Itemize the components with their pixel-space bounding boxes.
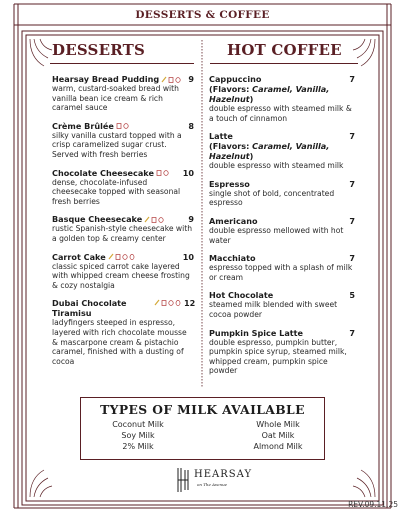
coffee-name: Hot Chocolate xyxy=(209,290,274,301)
coffee-description: single shot of bold, concentrated espresso xyxy=(209,188,335,208)
dessert-price: 10 xyxy=(182,251,194,262)
coffee-flavors xyxy=(209,141,355,161)
dairy-icon xyxy=(151,216,157,223)
dairy-icon xyxy=(115,253,121,260)
allergen-icons xyxy=(161,76,181,83)
milk-option: Almond Milk xyxy=(253,442,303,451)
desserts-underline xyxy=(50,63,194,64)
coffee-price: 7 xyxy=(349,253,355,264)
dessert-price: 8 xyxy=(188,120,194,131)
coffee-description: double espresso with steamed milk & a touch of cinnamon xyxy=(209,104,352,123)
dessert-description: warm, custard-soaked bread with vanilla bean ice cream & rich caramel sauce xyxy=(52,84,179,113)
dessert-item xyxy=(52,252,194,291)
gluten-icon xyxy=(122,253,128,260)
nut-free-icon xyxy=(108,253,114,260)
coffee-item xyxy=(209,290,355,319)
revision-label: REV.09.11.25 xyxy=(348,500,398,509)
allergen-icons xyxy=(108,253,135,260)
dessert-description: rustic Spanish-style cheesecake with a golden top & creamy center xyxy=(52,224,193,243)
coffee-description: steamed milk blended with sweet cocoa powder xyxy=(209,300,338,319)
milk-option: 2% Milk xyxy=(122,442,154,451)
flavors-prefix: (Flavors: xyxy=(209,141,253,152)
coffee-underline xyxy=(210,63,358,64)
dessert-name: Carrot Cake xyxy=(52,251,106,262)
dessert-description: silky vanilla custard topped with a crisp caramelized sugar crust. Served with fresh berries xyxy=(52,130,182,159)
hot-coffee-heading: HOT COFFEE xyxy=(227,41,342,59)
coffee-flavors xyxy=(209,84,355,104)
coffee-price: 7 xyxy=(349,74,355,84)
dairy-icon xyxy=(168,76,174,83)
egg-icon xyxy=(129,253,135,260)
milk-option: Soy Milk xyxy=(121,431,155,440)
desserts-list xyxy=(52,74,194,374)
dairy-icon xyxy=(161,299,167,306)
flavors-list: Caramel, Vanilla, Hazelnut xyxy=(209,141,330,162)
logo-wordmark: HEARSAY xyxy=(194,469,253,480)
dessert-item xyxy=(52,298,194,366)
flavors-list: Caramel, Vanilla, Hazelnut xyxy=(209,84,330,104)
dessert-description: dense, chocolate-infused cheesecake topped with seasonal fresh berries xyxy=(52,177,181,206)
dessert-name: Hearsay Bread Pudding xyxy=(52,74,160,84)
coffee-description: double espresso mellowed with hot water xyxy=(209,225,344,245)
nut-free-icon xyxy=(154,299,160,306)
logo-tagline: on The Avenue xyxy=(197,482,228,487)
coffee-description: espresso topped with a splash of milk or cream xyxy=(209,263,353,282)
dessert-price: 10 xyxy=(182,167,194,178)
gluten-icon xyxy=(175,76,181,83)
coffee-item xyxy=(209,131,355,171)
dessert-item xyxy=(52,74,194,113)
coffee-item xyxy=(209,253,355,282)
dessert-item xyxy=(52,121,194,160)
gluten-icon xyxy=(168,299,174,306)
coffee-price: 7 xyxy=(349,178,355,189)
desserts-heading: DESSERTS xyxy=(52,41,146,59)
dessert-description: ladyfingers steeped in espresso, layered with rich chocolate mousse & mascarpone cream & pistachio caramel, finished with a dusting of cocoa xyxy=(52,318,187,366)
dessert-description: classic spiced carrot cake layered with whipped cream cheese frosting & cozy nostalgia xyxy=(52,261,190,290)
gluten-icon xyxy=(158,216,164,223)
coffee-name: Latte xyxy=(209,131,233,142)
gluten-icon xyxy=(163,169,169,176)
milk-list-left xyxy=(98,419,178,452)
coffee-price: 7 xyxy=(349,215,355,226)
dessert-price: 9 xyxy=(188,74,194,84)
dessert-name: Dubai Chocolate Tiramisu xyxy=(52,298,127,319)
allergen-icons xyxy=(116,122,129,129)
dairy-icon xyxy=(116,122,122,129)
coffee-description: double espresso, pumpkin butter, pumpkin spice syrup, steamed milk, whipped cream, pumpkin spice powder xyxy=(209,337,347,376)
milk-options-title: TYPES OF MILK AVAILABLE xyxy=(100,402,305,417)
dessert-name: Crème Brûlée xyxy=(52,120,114,131)
coffee-item xyxy=(209,216,355,245)
hot-coffee-list xyxy=(209,74,355,384)
nut-free-icon xyxy=(144,216,150,223)
coffee-name: Americano xyxy=(209,215,258,226)
flavors-suffix: ) xyxy=(249,94,254,104)
milk-option: Coconut Milk xyxy=(112,420,164,429)
dessert-name: Basque Cheesecake xyxy=(52,214,143,225)
dessert-item xyxy=(52,168,194,207)
menu-header-title: DESSERTS & COFFEE xyxy=(135,9,270,21)
milk-option: Oat Milk xyxy=(261,431,295,440)
coffee-name: Cappuccino xyxy=(209,74,262,84)
dessert-price: 12 xyxy=(184,298,196,309)
dessert-item xyxy=(52,214,194,243)
dairy-icon xyxy=(156,169,162,176)
allergen-icons xyxy=(154,299,181,306)
milk-list-right xyxy=(238,419,318,452)
coffee-price: 7 xyxy=(349,327,355,338)
gluten-icon xyxy=(123,122,129,129)
milk-option: Whole Milk xyxy=(256,420,300,429)
coffee-item xyxy=(209,328,355,376)
nut-free-icon xyxy=(161,76,167,83)
allergen-icons xyxy=(156,169,169,176)
coffee-name: Macchiato xyxy=(209,253,256,264)
dessert-name: Chocolate Cheesecake xyxy=(52,167,154,178)
coffee-name: Pumpkin Spice Latte xyxy=(209,327,304,338)
flavors-suffix: ) xyxy=(249,151,254,162)
allergen-icons xyxy=(144,216,164,223)
coffee-price: 5 xyxy=(349,290,355,301)
coffee-item xyxy=(209,179,355,208)
flavors-prefix: (Flavors: xyxy=(209,84,253,94)
coffee-description: double espresso with steamed milk xyxy=(209,161,344,171)
dessert-price: 9 xyxy=(188,214,194,225)
coffee-name: Espresso xyxy=(209,178,250,189)
coffee-item xyxy=(209,74,355,123)
coffee-price: 7 xyxy=(349,131,355,142)
